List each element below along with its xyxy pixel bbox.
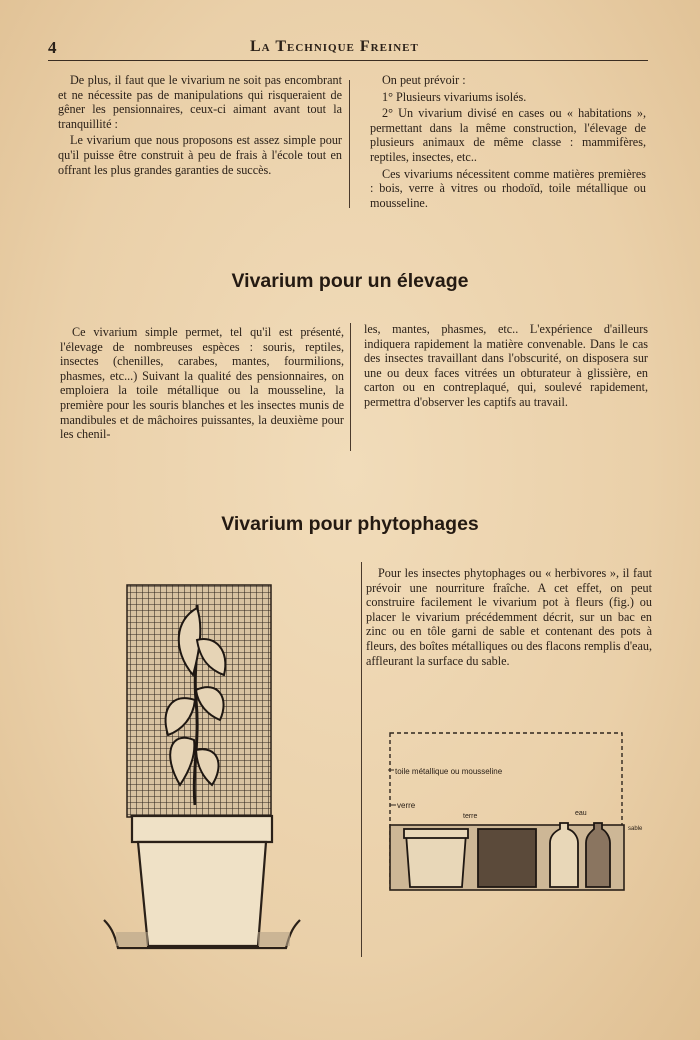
label-soil: terre: [463, 813, 478, 820]
section2-right-column: [366, 566, 652, 668]
section1-right-column: [364, 322, 648, 410]
section-title-elevage: Vivarium pour un élevage: [231, 270, 469, 292]
intro-left-column: [58, 73, 342, 177]
tray-vivarium-illustration: [378, 725, 650, 900]
label-sand: sable: [628, 826, 643, 832]
page-number: 4: [48, 38, 57, 57]
pot-body: [138, 842, 266, 946]
intro-left-paragraph-1: De plus, il faut que le vivarium ne soit pas encombrant et ne nécessite pas de manipulations qui risqueraient de gêner les pensionnaires, ceux-ci aimant avant tout la tranquillité :: [58, 73, 342, 131]
label-water: eau: [575, 810, 587, 817]
intro-right-paragraph-1: On peut prévoir :: [382, 73, 466, 87]
intro-right-column: [370, 73, 646, 210]
intro-right-paragraph-4: Ces vivariums nécessitent comme matières premières : bois, verre à vitres ou rhodoïd, toile métallique ou mousseline.: [370, 166, 646, 210]
intro-right-paragraph-3: 2° Un vivarium divisé en cases ou « habitations », permettant dans la même construction, l'élevage de plusieurs animaux de même classe : mammifères, reptiles, insectes, etc..: [370, 106, 646, 164]
intro-left-paragraph-2: Le vivarium que nous proposons est assez simple pour qu'il puisse être construit à peu de frais à l'école tout en offrant les plus grandes garanties de succès.: [58, 133, 342, 177]
column-divider: [361, 562, 362, 957]
section-title-phytophages: Vivarium pour phytophages: [221, 513, 479, 535]
column-divider: [350, 323, 351, 451]
section1-left-column: [60, 325, 344, 442]
flowerpot-vivarium-illustration: [100, 580, 305, 955]
pot-rim: [132, 816, 272, 842]
column-divider: [349, 80, 350, 208]
section1-right-paragraph: les, mantes, phasmes, etc.. L'expérience d'ailleurs indiquera rapidement la matière convenable. Dans le cas des insectes travaillant dans l'obscurité, on disposera sur une ou deux faces vitrées un obturateur à glissière, en carton ou en contreplaqué, qui, soulevé rapidement, permettra d'observer les captifs au travail.: [364, 322, 648, 409]
label-glass: verre: [397, 801, 416, 810]
section2-right-paragraph: Pour les insectes phytophages ou « herbivores », il faut prévoir une nourriture fraîche. A cet effet, on peut construire facilement le vivarium pot à fleurs (fig.) ou placer le vivarium précédemment décrit, sur un bac en zinc ou en tôle garni de sable et contenant des pots à fleurs, des boîtes métalliques ou des flacons remplis d'eau, affleurant la surface du sable.: [366, 566, 652, 668]
running-title: La Technique Freinet: [250, 38, 419, 55]
header-rule: [48, 60, 648, 61]
section1-left-paragraph: Ce vivarium simple permet, tel qu'il est présenté, l'élevage de nombreuses espèces : souris, reptiles, insectes (chenilles, carabes, mantes, fourmilions, phasmes, etc...) Suivant la qualité des pensionnaires, on emploiera la toile métallique ou la mousseline, la première pour les souris blanches et les insectes munis de mandibules et de mâchoires puissantes, la deuxième pour les chenil-: [60, 325, 344, 442]
label-mesh: toile métallique ou mousseline: [395, 767, 503, 776]
intro-right-paragraph-2: 1° Plusieurs vivariums isolés.: [382, 89, 527, 104]
